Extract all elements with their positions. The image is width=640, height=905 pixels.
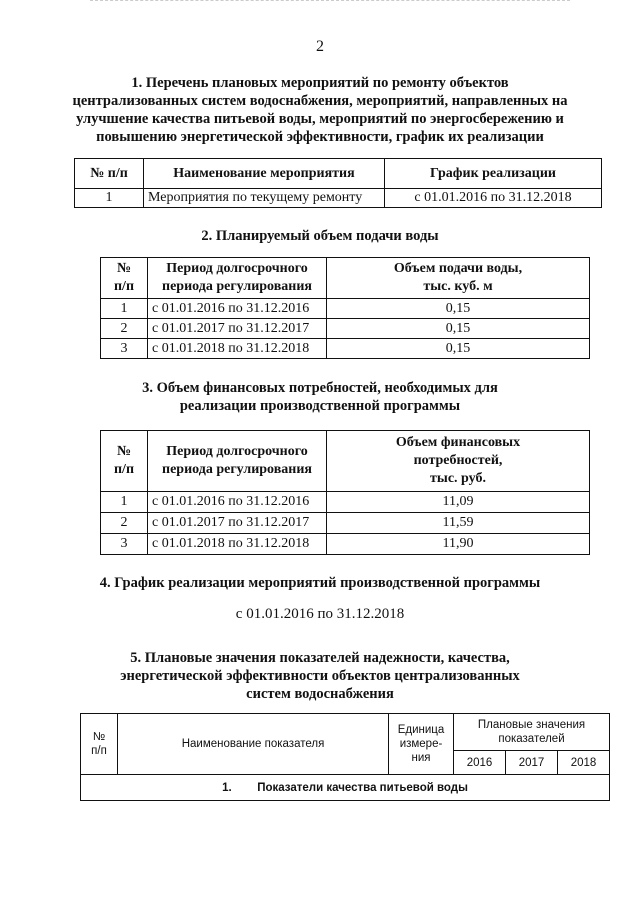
cell: 1 xyxy=(101,492,148,513)
header-line: п/п xyxy=(91,745,107,757)
col-finance xyxy=(327,431,590,492)
heading-line: энергетической эффективности объектов централизованных xyxy=(120,668,520,684)
col-num: № п/п xyxy=(75,159,144,189)
top-scan-edge xyxy=(90,0,570,4)
table-row xyxy=(101,299,590,319)
header-line: периода регулирования xyxy=(162,462,312,477)
cell: 1 xyxy=(75,189,144,208)
heading-line: централизованных систем водоснабжения, мероприятий, направленных на xyxy=(72,93,568,109)
header-line: Период долгосрочного xyxy=(166,261,308,276)
subsection-row: 1. Показатели качества питьевой воды xyxy=(81,775,610,801)
heading-line: 5. Плановые значения показателей надежности, качества, xyxy=(130,650,510,666)
cell: с 01.01.2017 по 31.12.2017 xyxy=(148,513,327,534)
col-year-2016: 2016 xyxy=(454,751,506,775)
section3-heading xyxy=(0,379,640,415)
table-row xyxy=(101,339,590,359)
col-num xyxy=(81,714,118,775)
header-line: № xyxy=(116,261,132,276)
cell: с 01.01.2016 по 31.12.2016 xyxy=(148,492,327,513)
header-line: периода регулирования xyxy=(162,279,312,294)
heading-line: повышению энергетической эффективности, график их реализации xyxy=(96,129,544,145)
header-line: Объем финансовых xyxy=(395,435,521,450)
cell: 0,15 xyxy=(327,339,590,359)
section2-heading: 2. Планируемый объем подачи воды xyxy=(201,228,439,244)
header-line: измере- xyxy=(399,738,443,750)
cell: 2 xyxy=(101,319,148,339)
heading-line: 3. Объем финансовых потребностей, необходимых для xyxy=(142,380,498,396)
header-line: № xyxy=(92,731,106,743)
col-volume xyxy=(327,258,590,299)
cell: 0,15 xyxy=(327,299,590,319)
header-line: тыс. руб. xyxy=(430,471,486,486)
heading-line: систем водоснабжения xyxy=(246,686,394,702)
col-period xyxy=(148,258,327,299)
cell: с 01.01.2018 по 31.12.2018 xyxy=(148,339,327,359)
heading-line: реализации производственной программы xyxy=(179,398,461,414)
col-indicator-name: Наименование показателя xyxy=(118,714,389,775)
cell: 3 xyxy=(101,534,148,555)
cell: 11,90 xyxy=(327,534,590,555)
col-measure: Наименование мероприятия xyxy=(144,159,385,189)
table-row xyxy=(81,775,610,801)
col-schedule: График реализации xyxy=(385,159,602,189)
cell: 3 xyxy=(101,339,148,359)
cell: 11,09 xyxy=(327,492,590,513)
col-year-2018: 2018 xyxy=(558,751,610,775)
section4-period: с 01.01.2016 по 31.12.2018 xyxy=(235,606,405,622)
table-row xyxy=(101,319,590,339)
col-plan-values xyxy=(454,714,610,751)
table-row xyxy=(75,189,602,208)
table-row xyxy=(101,534,590,555)
cell: 11,59 xyxy=(327,513,590,534)
cell: с 01.01.2016 по 31.12.2016 xyxy=(148,299,327,319)
col-num xyxy=(101,431,148,492)
section1-heading xyxy=(0,74,640,146)
cell: с 01.01.2017 по 31.12.2017 xyxy=(148,319,327,339)
col-year-2017: 2017 xyxy=(506,751,558,775)
header-line: показателей xyxy=(498,733,565,745)
indicators-table xyxy=(80,713,610,801)
cell: с 01.01.2016 по 31.12.2018 xyxy=(385,189,602,208)
table-row xyxy=(101,513,590,534)
col-num xyxy=(101,258,148,299)
header-line: Объем подачи воды, xyxy=(393,261,523,276)
header-line: потребностей, xyxy=(413,453,503,468)
header-line: № xyxy=(116,444,132,459)
header-line: ния xyxy=(411,752,431,764)
cell: Мероприятия по текущему ремонту xyxy=(144,189,385,208)
water-supply-table xyxy=(100,257,590,359)
cell: 0,15 xyxy=(327,319,590,339)
col-unit xyxy=(389,714,454,775)
header-line: Период долгосрочного xyxy=(166,444,308,459)
cell: 1 xyxy=(101,299,148,319)
header-line: п/п xyxy=(113,279,135,294)
table-row xyxy=(101,492,590,513)
header-line: Единица xyxy=(397,724,445,736)
page-number: 2 xyxy=(316,38,324,55)
col-period xyxy=(148,431,327,492)
header-line: тыс. куб. м xyxy=(423,279,493,294)
cell: 2 xyxy=(101,513,148,534)
measures-table xyxy=(74,158,602,208)
cell: с 01.01.2018 по 31.12.2018 xyxy=(148,534,327,555)
heading-line: 1. Перечень плановых мероприятий по ремонту объектов xyxy=(131,75,509,91)
heading-line: улучшение качества питьевой воды, мероприятий по энергосбережению и xyxy=(76,111,564,127)
financial-needs-table xyxy=(100,430,590,555)
section4-heading: 4. График реализации мероприятий производственной программы xyxy=(99,575,541,591)
header-line: Плановые значения xyxy=(477,719,586,731)
section5-heading xyxy=(0,649,640,703)
header-line: п/п xyxy=(113,462,135,477)
